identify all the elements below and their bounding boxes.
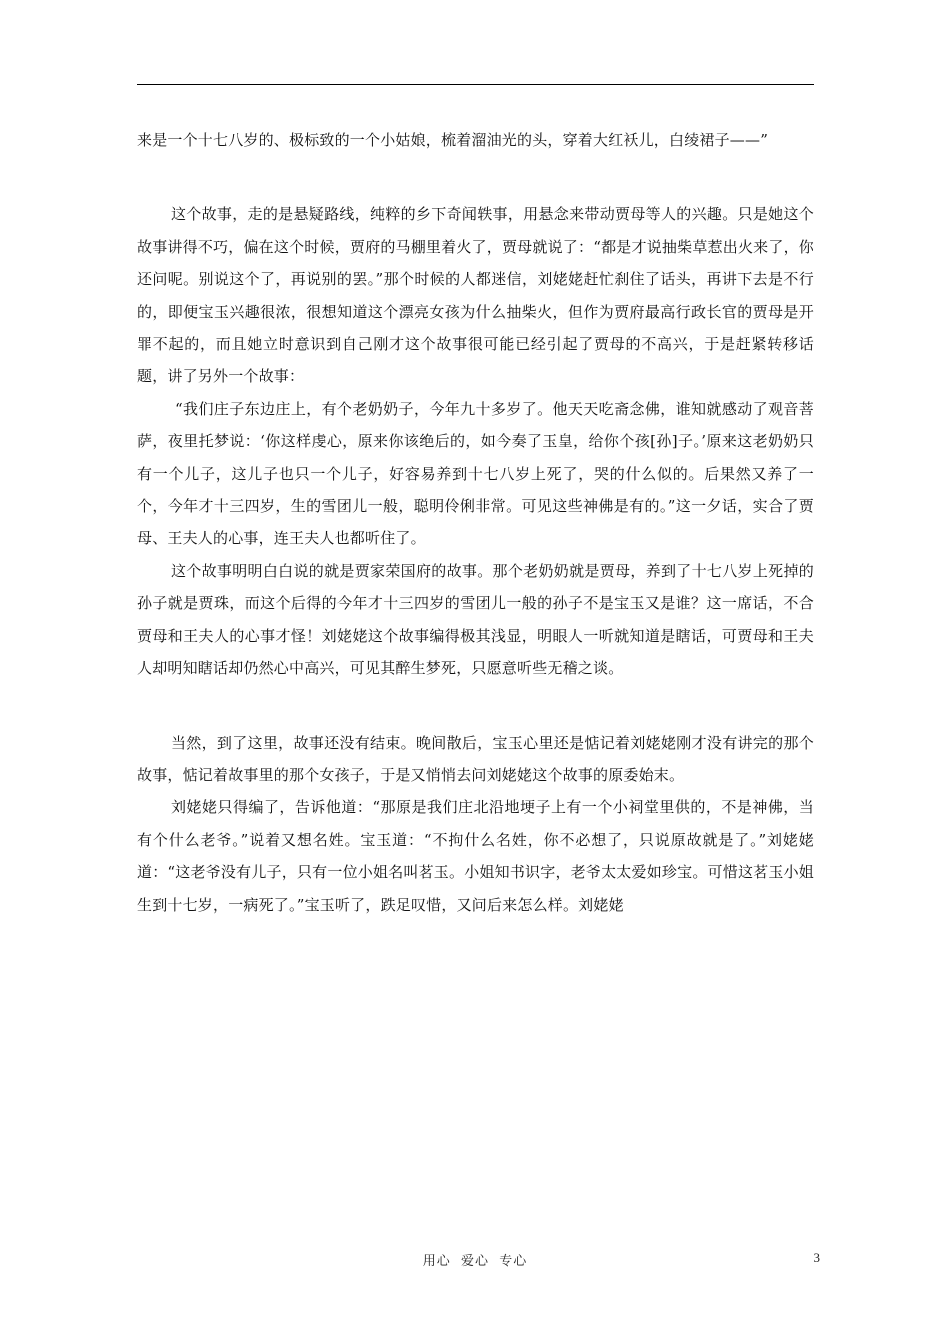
paragraph-commentary-2: 这个故事明明白白说的就是贾家荣国府的故事。那个老奶奶就是贾母，养到了十七八岁上死掉的孙子就是贾珠，而这个后得的今年才十三四岁的雪团儿一般的孙子不是宝玉又是谁？这一席话，不合贾母和王夫人的心事才怪！刘姥姥这个故事编得极其浅显，明眼人一听就知道是瞎话，可贾母和王夫人却明知瞎话却仍然心中高兴，可见其醉生梦死，只愿意听些无稽之谈。 xyxy=(137,561,814,678)
paragraph-quoted-story: “我们庄子东边庄上，有个老奶奶子，今年九十多岁了。他天天吃斋念佛，谁知就感动了观音菩萨，夜里托梦说：‘你这样虔心，原来你该绝后的，如今奏了玉皇，给你个孩[孙]子。’原来这老奶奶只有一个儿子，这儿子也只一个儿子，好容易养到十七八岁上死了，哭的什么似的。后果然又养了一个，今年才十三四岁，生的雪团儿一般，聪明伶俐非常。可见这些神佛是有的。”这一夕话，实合了贾母、王夫人的心事，连王夫人也都听住了。 xyxy=(137,399,814,548)
paragraph-continuation: 来是一个十七八岁的、极标致的一个小姑娘，梳着溜油光的头，穿着大红袄儿，白绫裙子——” xyxy=(137,131,769,149)
paragraph-gap xyxy=(137,685,814,727)
document-body xyxy=(137,124,814,921)
paragraph-gap xyxy=(137,156,814,198)
header-rule xyxy=(137,84,814,85)
paragraph-dialogue: 刘姥姥只得编了，告诉他道：“那原是我们庄北沿地埂子上有一个小祠堂里供的，不是神佛，当有个什么老爷。”说着又想名姓。宝玉道：“不拘什么名姓，你不必想了，只说原故就是了。”刘姥姥道：“这老爷没有儿子，只有一位小姐名叫茗玉。小姐知书识字，老爷太太爱如珍宝。可惜这茗玉小姐生到十七岁，一病死了。”宝玉听了，跌足叹惜，又问后来怎么样。刘姥姥 xyxy=(137,798,814,914)
paragraph-commentary-1: 这个故事，走的是悬疑路线，纯粹的乡下奇闻轶事，用悬念来带动贾母等人的兴趣。只是她这个故事讲得不巧，偏在这个时候，贾府的马棚里着火了，贾母就说了：“都是才说抽柴草惹出火来了，你还问呢。别说这个了，再说别的罢。”那个时候的人都迷信，刘姥姥赶忙刹住了话头，再讲下去是不行的，即便宝玉兴趣很浓，很想知道这个漂亮女孩为什么抽柴火，但作为贾府最高行政长官的贾母是开罪不起的，而且她立时意识到自己刚才这个故事很可能已经引起了贾母的不高兴，于是赶紧转移话题，讲了另外一个故事： xyxy=(137,205,814,386)
page-number: 3 xyxy=(813,1250,820,1265)
paragraph-commentary-3: 当然，到了这里，故事还没有结束。晚间散后，宝玉心里还是惦记着刘姥姥刚才没有讲完的那个故事，惦记着故事里的那个女孩子，于是又悄悄去问刘姥姥这个故事的原委始末。 xyxy=(137,733,814,784)
footer-motto: 用心 爱心 专心 xyxy=(422,1254,528,1269)
